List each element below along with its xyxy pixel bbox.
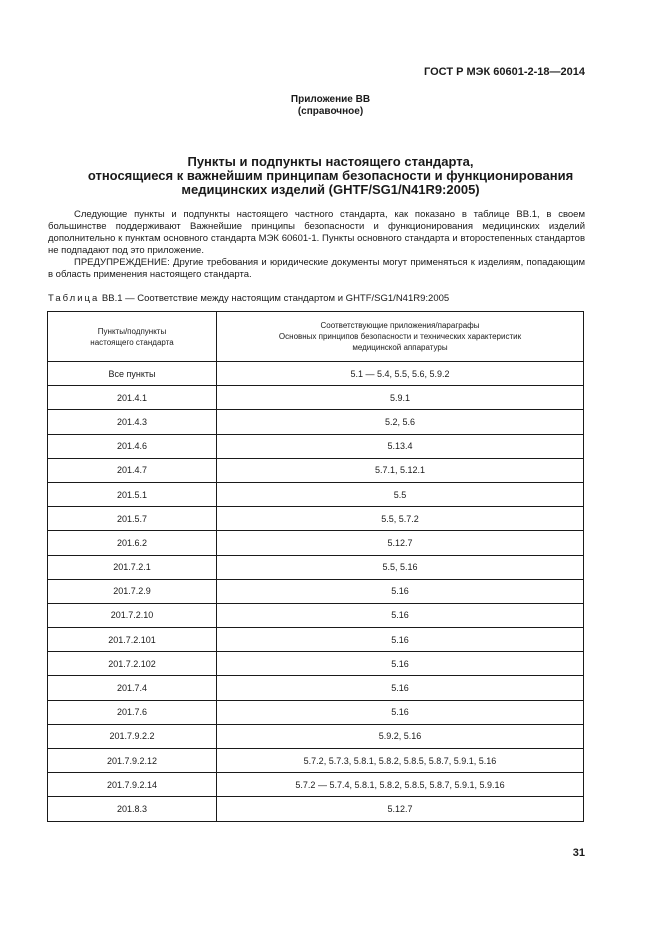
annex-subtitle: (справочное) — [297, 106, 364, 117]
reference-cell: 5.7.2 — 5.7.4, 5.8.1, 5.8.2, 5.8.5, 5.8.7, 5.9.1, 5.9.16 — [217, 773, 584, 797]
reference-cell: 5.9.1 — [217, 386, 584, 410]
heading-line-3: медицинских изделий (GHTF/SG1/N41R9:2005) — [181, 182, 480, 197]
reference-cell: 5.12.7 — [217, 797, 584, 821]
clause-cell: 201.7.2.101 — [48, 628, 217, 652]
table-row — [48, 797, 584, 821]
table-row — [48, 603, 584, 627]
table-caption-text: ВВ.1 — Соответствие между настоящим стандартом и GHTF/SG1/N41R9:2005 — [101, 293, 450, 304]
annex-title: Приложение ВВ — [290, 94, 371, 105]
clause-cell: 201.7.6 — [48, 700, 217, 724]
clause-cell: 201.5.1 — [48, 482, 217, 506]
clause-cell: 201.7.9.2.2 — [48, 724, 217, 748]
clause-cell: 201.7.2.9 — [48, 579, 217, 603]
table-row — [48, 628, 584, 652]
clause-cell: 201.7.2.10 — [48, 603, 217, 627]
intro-paragraph: Следующие пункты и подпункты настоящего частного стандарта, как показано в таблице ВВ.1, в своем большинстве поддерживают Важнейшие принципы безопасности и функционирования медицинских изделий дополнительно к пунктам основного стандарта МЭК 60601-1. Пункты основного стандарта и второстепенных стандартов не подпадают под это приложение. — [48, 209, 585, 256]
reference-cell: 5.5, 5.16 — [217, 555, 584, 579]
reference-cell: 5.12.7 — [217, 531, 584, 555]
table-row — [48, 482, 584, 506]
table-row — [48, 724, 584, 748]
reference-cell: 5.16 — [217, 652, 584, 676]
table-row — [48, 652, 584, 676]
table-row — [48, 386, 584, 410]
reference-cell: 5.16 — [217, 579, 584, 603]
table-caption — [48, 293, 449, 304]
header-principles-line-3: медицинской аппаратуры — [352, 343, 448, 352]
clause-cell: 201.7.9.2.12 — [48, 749, 217, 773]
table-row — [48, 700, 584, 724]
header-clauses-line-2: настоящего стандарта — [90, 337, 174, 347]
table-row — [48, 410, 584, 434]
table-header-row — [48, 312, 584, 362]
heading-line-2: относящиеся к важнейшим принципам безопасности и функционирования — [87, 168, 574, 183]
clause-cell: 201.6.2 — [48, 531, 217, 555]
section-heading — [0, 155, 661, 197]
clause-cell: 201.4.3 — [48, 410, 217, 434]
clause-cell: 201.7.2.102 — [48, 652, 217, 676]
header-principles — [217, 312, 584, 362]
table-row — [48, 676, 584, 700]
clause-cell: 201.8.3 — [48, 797, 217, 821]
reference-cell: 5.16 — [217, 700, 584, 724]
reference-cell: 5.7.2, 5.7.3, 5.8.1, 5.8.2, 5.8.5, 5.8.7, 5.9.1, 5.16 — [217, 749, 584, 773]
clause-cell: 201.4.6 — [48, 434, 217, 458]
correspondence-table — [47, 311, 584, 822]
header-principles-line-2: Основных принципов безопасности и технических характеристик — [278, 332, 522, 341]
header-clauses — [48, 312, 217, 362]
reference-cell: 5.13.4 — [217, 434, 584, 458]
reference-cell: 5.1 — 5.4, 5.5, 5.6, 5.9.2 — [217, 362, 584, 386]
table-row — [48, 434, 584, 458]
table-row — [48, 362, 584, 386]
header-principles-line-1: Соответствующие приложения/параграфы — [320, 321, 480, 330]
clause-cell: 201.7.2.1 — [48, 555, 217, 579]
reference-cell: 5.16 — [217, 628, 584, 652]
clause-cell: 201.4.7 — [48, 458, 217, 482]
page-number: 31 — [572, 847, 585, 859]
clause-cell: 201.4.1 — [48, 386, 217, 410]
table-row — [48, 458, 584, 482]
annex-label — [0, 94, 661, 118]
clause-cell: 201.7.9.2.14 — [48, 773, 217, 797]
reference-cell: 5.7.1, 5.12.1 — [217, 458, 584, 482]
table-body — [48, 362, 584, 822]
table-row — [48, 579, 584, 603]
table-row — [48, 507, 584, 531]
clause-cell: Все пункты — [48, 362, 217, 386]
document-code: ГОСТ Р МЭК 60601-2-18—2014 — [424, 66, 585, 78]
table-row — [48, 555, 584, 579]
body-text — [48, 209, 585, 281]
reference-cell: 5.16 — [217, 603, 584, 627]
clause-cell: 201.5.7 — [48, 507, 217, 531]
reference-cell: 5.5, 5.7.2 — [217, 507, 584, 531]
reference-cell: 5.16 — [217, 676, 584, 700]
header-clauses-line-1: Пункты/подпункты — [97, 326, 167, 336]
reference-cell: 5.5 — [217, 482, 584, 506]
heading-line-1: Пункты и подпункты настоящего стандарта, — [187, 154, 474, 169]
table-row — [48, 749, 584, 773]
warning-paragraph: ПРЕДУПРЕЖДЕНИЕ: Другие требования и юридические документы могут применяться к изделиям, попадающим в область применения настоящего стандарта. — [48, 257, 585, 280]
table-caption-prefix: Таблица — [48, 293, 100, 304]
table-row — [48, 773, 584, 797]
clause-cell: 201.7.4 — [48, 676, 217, 700]
reference-cell: 5.9.2, 5.16 — [217, 724, 584, 748]
reference-cell: 5.2, 5.6 — [217, 410, 584, 434]
table-row — [48, 531, 584, 555]
